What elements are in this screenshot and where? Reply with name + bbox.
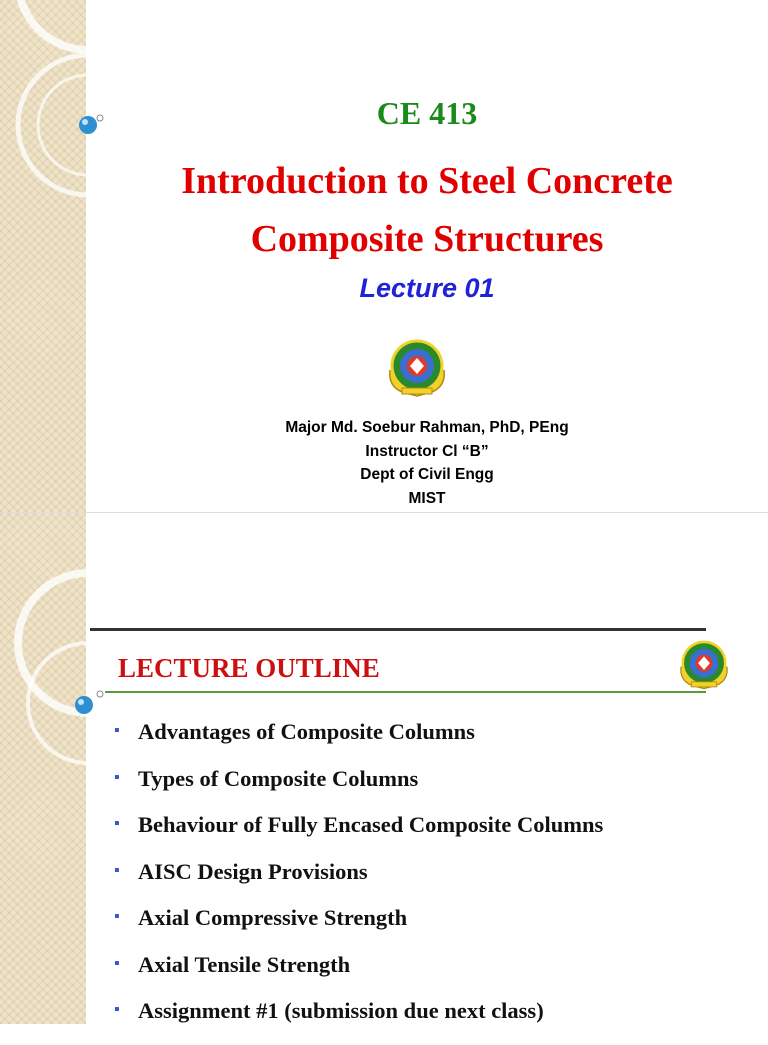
bullet-icon: ▪ — [114, 815, 120, 832]
heading-underline — [105, 691, 706, 693]
sidebar-circles-icon — [0, 513, 110, 1025]
sidebar-decoration — [0, 0, 86, 512]
outline-item-text: AISC Design Provisions — [138, 858, 368, 884]
outline-item — [112, 766, 603, 813]
title-slide — [0, 0, 768, 512]
bullet-icon: ▪ — [114, 1001, 120, 1018]
slide-title — [86, 152, 768, 268]
bullet-icon: ▪ — [114, 722, 120, 739]
title-line-1: Introduction to Steel Concrete — [181, 160, 673, 202]
outline-item-text: Assignment #1 (submission due next class) — [138, 998, 544, 1023]
outline-slide — [0, 512, 768, 1024]
author-name: Major Md. Soebur Rahman, PhD, PEng — [285, 419, 569, 436]
author-institution: MIST — [408, 489, 446, 507]
outline-list — [112, 719, 603, 1045]
outline-item-text: Types of Composite Columns — [138, 765, 419, 791]
crest-logo-icon — [384, 336, 450, 398]
outline-item — [112, 905, 603, 952]
outline-item — [112, 998, 603, 1045]
outline-item-text: Advantages of Composite Columns — [138, 719, 475, 744]
top-divider — [90, 628, 706, 631]
bullet-icon: ▪ — [114, 954, 120, 972]
outline-item — [112, 952, 603, 999]
title-line-2: Composite Structures — [250, 218, 604, 260]
outline-item — [112, 812, 603, 859]
crest-logo-icon — [676, 636, 732, 692]
bullet-icon: ▪ — [114, 861, 120, 879]
outline-heading: LECTURE OUTLINE — [118, 653, 380, 683]
outline-item-text: Axial Tensile Strength — [138, 951, 351, 977]
bullet-icon: ▪ — [114, 768, 120, 786]
author-role: Instructor Cl “B” — [365, 442, 489, 460]
outline-item-text: Behaviour of Fully Encased Composite Columns — [138, 812, 604, 837]
bullet-icon: ▪ — [114, 908, 120, 925]
sidebar-decoration — [0, 513, 86, 1024]
course-code: CE 413 — [376, 95, 478, 131]
outline-item-text: Axial Compressive Strength — [138, 905, 408, 930]
outline-item — [112, 859, 603, 906]
lecture-number: Lecture 01 — [359, 273, 495, 303]
author-dept: Dept of Civil Engg — [360, 466, 494, 483]
outline-item — [112, 719, 603, 766]
